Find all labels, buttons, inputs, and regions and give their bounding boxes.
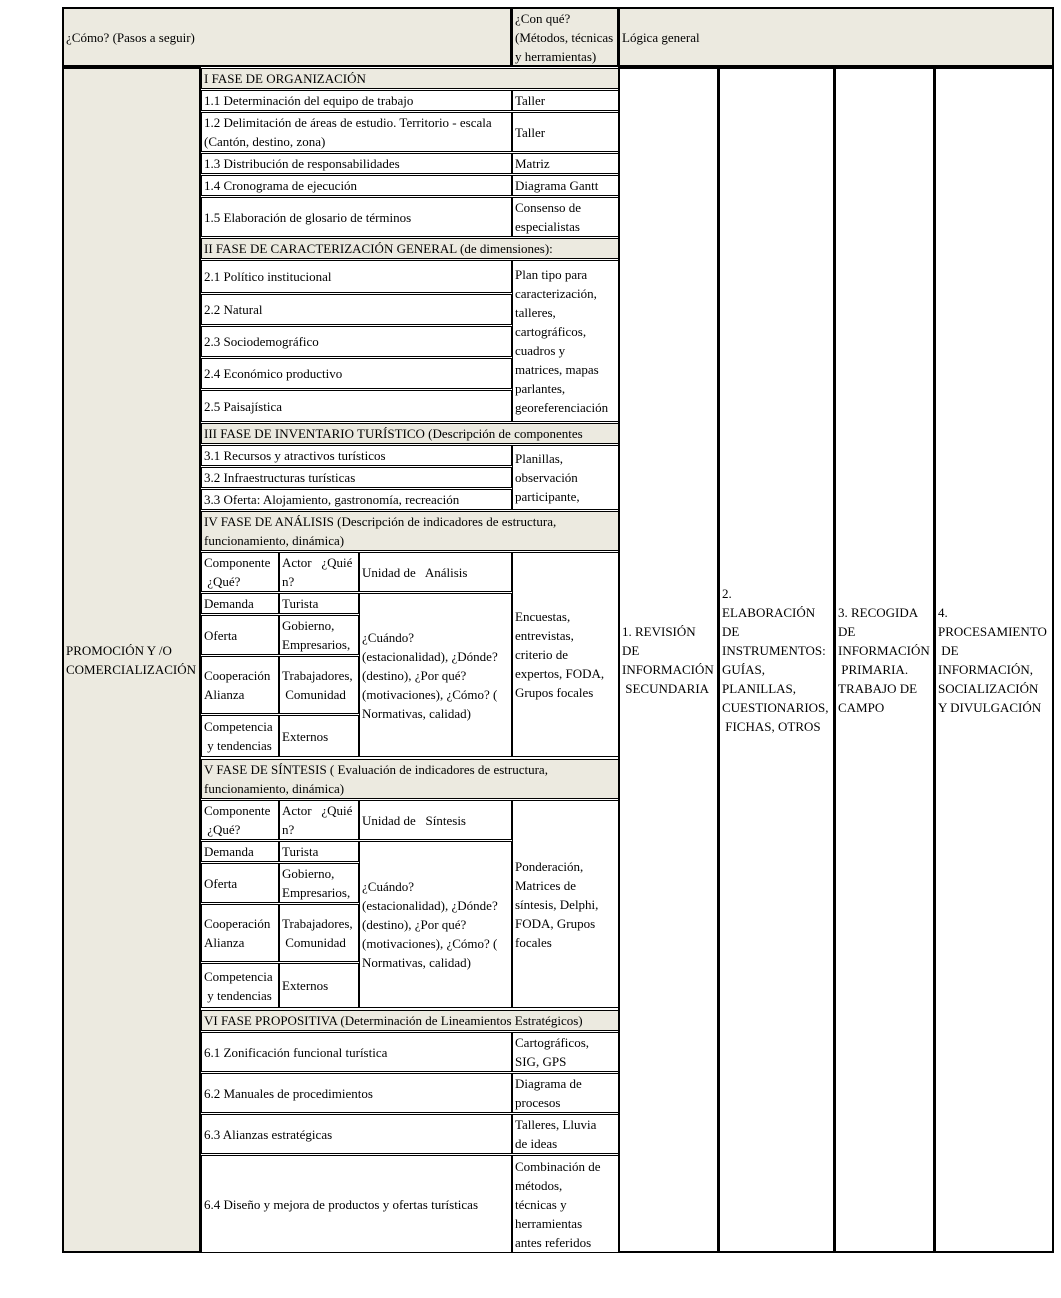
logic-column-instrumentos <box>718 67 835 1253</box>
fase1-step: 1.4 Cronograma de ejecución <box>201 175 512 196</box>
fase1-tool: Consenso de especialistas <box>512 197 619 237</box>
fase1-tool: Taller <box>512 112 619 152</box>
logic-line: 1. REVISIÓN <box>622 624 696 639</box>
fase3-tool: Planillas, observación participante, <box>512 445 619 510</box>
fase4-tool: Encuestas, entrevistas, criterio de expertos, FODA, Grupos focales <box>512 552 619 757</box>
fase2-step: 2.3 Sociodemográfico <box>201 326 512 357</box>
fase4-comp: Oferta <box>201 615 279 655</box>
logic-line: ELABORACIÓN <box>722 605 816 620</box>
fase4-comp: Competencia y tendencias <box>201 715 279 757</box>
fase1-tool: Diagrama Gantt <box>512 175 619 196</box>
fase6-tool: Diagrama de procesos <box>512 1073 619 1113</box>
logic-line: PLANILLAS, <box>722 681 797 696</box>
logic-line: PRIMARIA. <box>838 662 909 677</box>
fase4-comp: Cooperación Alianza <box>201 656 279 714</box>
left-label-line: PROMOCIÓN Y /O <box>66 643 172 658</box>
fase4-head-unidad: Unidad de Análisis <box>359 552 512 592</box>
fase3-step: 3.1 Recursos y atractivos turísticos <box>201 445 512 466</box>
header-con-que <box>511 7 619 67</box>
fase5-actor: Gobierno, Empresarios, <box>279 863 359 903</box>
logic-line: CAMPO <box>838 700 885 715</box>
header-con-que-text: ¿Con qué? (Métodos, técnicas y herramientas) <box>515 10 614 64</box>
fase1-step: 1.1 Determinación del equipo de trabajo <box>201 90 512 111</box>
logic-line: SECUNDARIA <box>622 681 710 696</box>
logic-line: INSTRUMENTOS: <box>722 643 826 658</box>
fase1-title: I FASE DE ORGANIZACIÓN <box>201 68 619 89</box>
logic-line: DE <box>838 624 856 639</box>
fase5-actor: Turista <box>279 841 359 862</box>
logic-column-procesamiento <box>934 67 1054 1253</box>
fase1-step: 1.5 Elaboración de glosario de términos <box>201 197 512 237</box>
logic-line: GUÍAS, <box>722 662 765 677</box>
fase5-actor: Trabajadores, Comunidad <box>279 904 359 962</box>
logic-line: DE <box>622 643 640 658</box>
logic-line: SOCIALIZACIÓN <box>938 681 1039 696</box>
fase5-actor: Externos <box>279 963 359 1008</box>
logic-line: INFORMACIÓN <box>838 643 930 658</box>
fase6-step: 6.3 Alianzas estratégicas <box>201 1114 512 1154</box>
fase1-tool: Matriz <box>512 153 619 174</box>
left-label <box>66 641 196 679</box>
logic-column-recogida <box>834 67 935 1253</box>
logic-line: TRABAJO DE <box>838 681 918 696</box>
fase4-comp: Demanda <box>201 593 279 614</box>
fase3-step: 3.2 Infraestructuras turísticas <box>201 467 512 488</box>
fase6-tool: Cartográficos, SIG, GPS <box>512 1032 619 1072</box>
fase5-comp: Cooperación Alianza <box>201 904 279 962</box>
header-como-text: ¿Cómo? (Pasos a seguir) <box>66 29 195 45</box>
fase5-title: V FASE DE SÍNTESIS ( Evaluación de indicadores de estructura, funcionamiento, dinámica) <box>201 759 619 799</box>
fase2-step: 2.1 Político institucional <box>201 260 512 293</box>
logic-line: PROCESAMIENTO <box>938 624 1047 639</box>
fase6-step: 6.1 Zonificación funcional turística <box>201 1032 512 1072</box>
fase1-step: 1.3 Distribución de responsabilidades <box>201 153 512 174</box>
fase4-head-actor: Actor ¿Quié n? <box>279 552 359 592</box>
left-label-line: COMERCIALIZACIÓN <box>66 662 196 677</box>
logic-line: 4. <box>938 605 948 620</box>
fase2-tool: Plan tipo para caracterización, talleres, cartográficos, cuadros y matrices, mapas parlantes, georeferenciación <box>512 260 619 422</box>
fase4-actor: Externos <box>279 715 359 757</box>
fase5-comp: Demanda <box>201 841 279 862</box>
logic-line: INFORMACIÓN, <box>938 662 1033 677</box>
fase6-title: VI FASE PROPOSITIVA (Determinación de Lineamientos Estratégicos) <box>201 1010 619 1031</box>
fase6-step: 6.2 Manuales de procedimientos <box>201 1073 512 1113</box>
fase3-title: III FASE DE INVENTARIO TURÍSTICO (Descripción de componentes <box>201 423 619 444</box>
fase6-tool: Combinación de métodos, técnicas y herramientas antes referidos <box>512 1155 619 1253</box>
fase4-unit: ¿Cuándo? (estacionalidad), ¿Dónde? (destino), ¿Por qué? (motivaciones), ¿Cómo? ( Normativas, calidad) <box>359 593 512 757</box>
fase5-unit: ¿Cuándo? (estacionalidad), ¿Dónde? (destino), ¿Por qué? (motivaciones), ¿Cómo? ( Normativas, calidad) <box>359 841 512 1008</box>
logic-line: Y DIVULGACIÓN <box>938 700 1042 715</box>
header-como <box>62 7 512 67</box>
fase5-head-unidad: Unidad de Síntesis <box>359 800 512 840</box>
fase4-head-comp: Componente ¿Qué? <box>201 552 279 592</box>
logic-line: CUESTIONARIOS, <box>722 700 829 715</box>
fase2-step: 2.2 Natural <box>201 294 512 325</box>
fase2-title: II FASE DE CARACTERIZACIÓN GENERAL (de dimensiones): <box>201 238 619 259</box>
logic-column-revision <box>618 67 719 1253</box>
fase5-head-actor: Actor ¿Quié n? <box>279 800 359 840</box>
header-logica-text: Lógica general <box>622 29 700 45</box>
fase6-tool: Talleres, Lluvia de ideas <box>512 1114 619 1154</box>
fase1-step: 1.2 Delimitación de áreas de estudio. Territorio - escala (Cantón, destino, zona) <box>201 112 512 152</box>
fase4-actor: Gobierno, Empresarios, <box>279 615 359 655</box>
fase2-step: 2.5 Paisajística <box>201 390 512 422</box>
logic-line: DE <box>722 624 740 639</box>
fase4-actor: Trabajadores, Comunidad <box>279 656 359 714</box>
fase3-step: 3.3 Oferta: Alojamiento, gastronomía, recreación <box>201 489 512 510</box>
header-logica <box>618 7 1054 67</box>
fase5-comp: Oferta <box>201 863 279 903</box>
fase5-tool: Ponderación, Matrices de síntesis, Delphi, FODA, Grupos focales <box>512 800 619 1008</box>
fase1-tool: Taller <box>512 90 619 111</box>
fase4-actor: Turista <box>279 593 359 614</box>
logic-line: DE <box>938 643 959 658</box>
logic-line: 2. <box>722 586 732 601</box>
left-label-cell <box>62 67 201 1253</box>
logic-line: FICHAS, OTROS <box>722 719 821 734</box>
fase4-title: IV FASE DE ANÁLISIS (Descripción de indicadores de estructura, funcionamiento, dinámica) <box>201 511 619 551</box>
fase2-step: 2.4 Económico productivo <box>201 358 512 389</box>
logic-line: 3. RECOGIDA <box>838 605 919 620</box>
fase5-head-comp: Componente ¿Qué? <box>201 800 279 840</box>
fase6-step: 6.4 Diseño y mejora de productos y ofertas turísticas <box>201 1155 512 1253</box>
fase5-comp: Competencia y tendencias <box>201 963 279 1008</box>
logic-line: INFORMACIÓN <box>622 662 714 677</box>
